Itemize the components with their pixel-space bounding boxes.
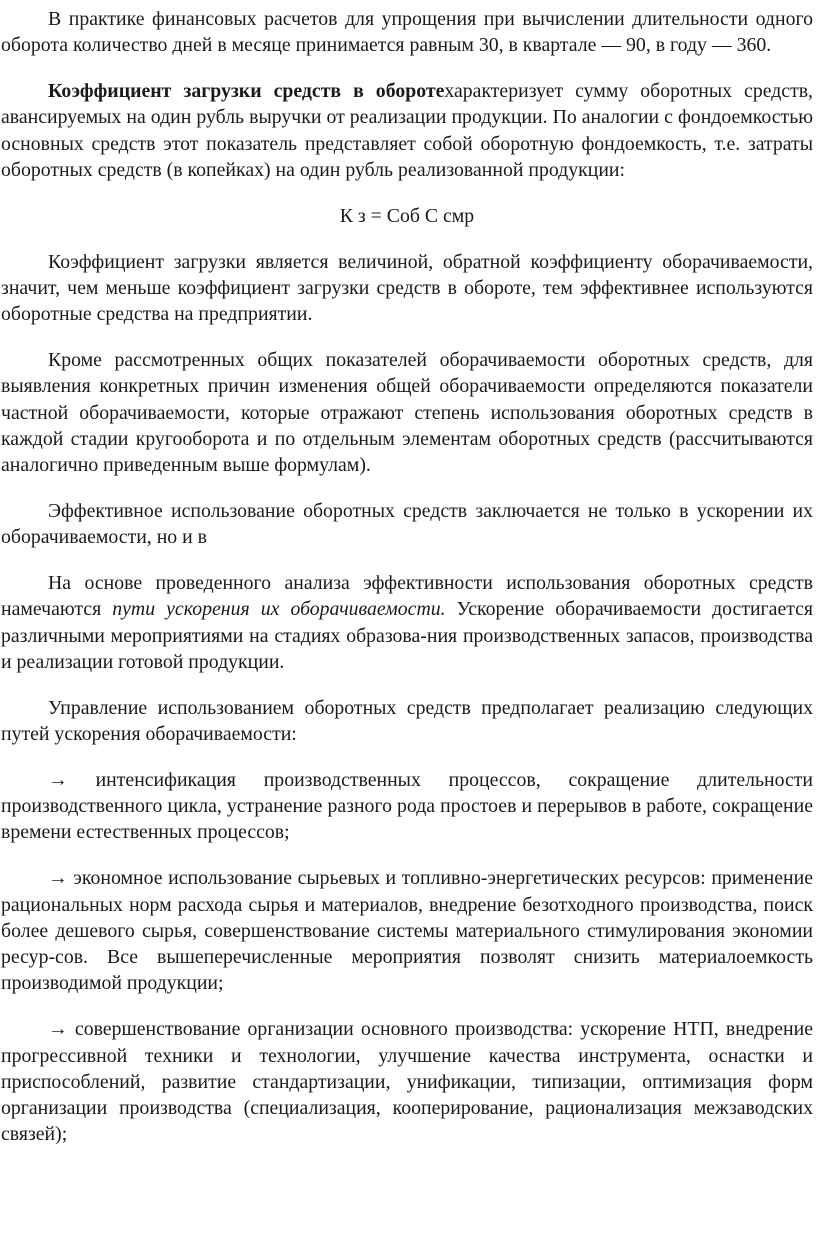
paragraph-load-coefficient-inverse: Коэффициент загрузки является величиной, обратной коэффициенту оборачиваемости, значит, чем меньше коэффициент загрузки средств в обороте, тем эффективнее используются оборотные средства на предприятии. [1,250,813,326]
paragraph-effective-use: Эффективное использование оборотных средств заключается не только в ускорении их оборачиваемости, но и в [1,499,813,549]
acceleration-emphasis: пути ускорения их оборачиваемости. [112,598,446,621]
list-item-intensification: → интенсификация производственных процессов, сокращение длительности производственного цикла, устранение разного рода простоев и перерывов в работе, сокращение времени естественных процессов; [1,768,813,844]
paragraph-day-convention: В практике финансовых расчетов для упрощения при вычислении длительности одного оборота количество дней в месяце принимается равным 30, в квартале — 90, в году — 360. [1,8,813,57]
list-item-production-organization: → совершенствование организации основного производства: ускорение НТП, внедрение прогрессивной техники и технологии, улучшение качества инструмента, оснастки и приспособлений, развитие стандартизации, унификации, типизации, оптимизация форм организации производства (специализация, кооперирование, рационализация межзаводских связей); [1,1018,813,1146]
load-coefficient-formula: К з = Соб С смр [339,204,475,227]
acceleration-text-after: Ускорение оборачиваемости достигается различными мероприятиями на стадиях образова-ния производственных запасов, производства и реализации готовой продукции. [1,598,813,673]
acceleration-text-before: На основе проведенного анализа эффективности использования оборотных средств намечаются [1,572,813,621]
paragraph-partial-turnover: Кроме рассмотренных общих показателей оборачиваемости оборотных средств, для выявления конкретных причин изменения общей оборачиваемости определяются показатели частной оборачиваемости, которые отражают степень использования оборотных средств в каждой стадии кругооборота и по отдельным элементам оборотных средств (рассчитываются аналогично приведенным выше формулам). [1,348,813,477]
document-page [1,6,813,1167]
paragraph-load-coefficient-definition [1,78,813,183]
paragraph-acceleration-ways [1,570,813,675]
paragraph-management-intro: Управление использованием оборотных средств предполагает реализацию следующих путей ускорения оборачиваемости: [1,696,813,746]
load-coefficient-text: характеризует сумму оборотных средств, авансируемых на один рубль выручки от реализации продукции. По аналогии с фондоемкостью основных средств этот показатель представляет собой оборотную фондоемкость, т.е. затраты оборотных средств (в копейках) на один рубль реализованной продукции: [1,80,814,181]
list-item-economical-use: → экономное использование сырьевых и топливно-энергетических ресурсов: применение рациональных норм расхода сырья и материалов, внедрение безотходного производства, поиск более дешевого сырья, совершенствование системы материального стимулирования экономии ресур-сов. Все вышеперечисленные мероприятия позволят снизить материалоемкость производимой продукции; [1,867,813,995]
load-coefficient-term: Коэффициент загрузки средств в обороте [48,80,445,103]
